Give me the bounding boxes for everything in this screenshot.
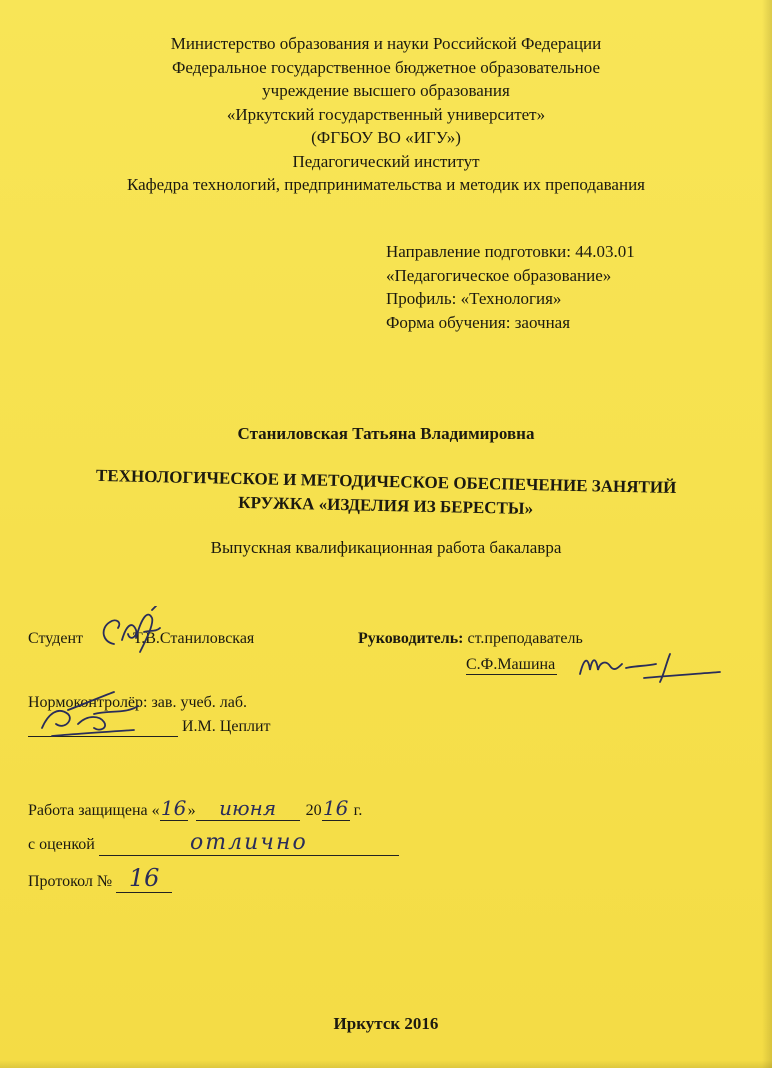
defense-year-suffix: 16 [322,796,349,820]
work-type: Выпускная квалификационная работа бакалавра [210,538,562,557]
defense-year-prefix: 20 [305,802,322,819]
defense-day-field [160,796,188,821]
city-year-footer: Иркутск 2016 [333,1014,439,1033]
student-signature-icon [96,606,166,656]
normcontroller-signature-icon [34,684,154,744]
grade-label: с оценкой [28,836,95,853]
institution-type-line: Федеральное государственное бюджетное образовательное [171,57,601,77]
normcontroller-name: И.М. Цеплит [182,718,271,735]
defense-date-line [28,796,362,821]
ministry-line: Министерство образования и науки Российской Федерации [170,34,602,53]
department-name: Кафедра технологий, предпринимательства и методик их преподавания [127,175,645,194]
thesis-title-line-1: ТЕХНОЛОГИЧЕСКОЕ И МЕТОДИЧЕСКОЕ ОБЕСПЕЧЕНИЕ ЗАНЯТИЙ [95,465,677,498]
protocol-value: 16 [128,864,160,892]
thesis-title [0,462,772,526]
defense-suffix: г. [353,802,363,819]
direction-name: «Педагогическое образование» [386,265,612,285]
supervisor-name-line [466,656,557,675]
supervisor-position: ст.преподаватель [467,630,583,647]
grade-line [28,830,399,856]
protocol-line [28,864,172,893]
defense-day: 16 [160,796,187,820]
university-name: «Иркутский государственный университет» [226,104,546,124]
thesis-title-line-2: КРУЖКА «ИЗДЕЛИЯ ИЗ БЕРЕСТЫ» [238,492,534,519]
grade-value: отлично [190,830,308,855]
supervisor-name: С.Ф.Машина [466,656,556,673]
institute-name: Педагогический институт [292,151,480,171]
institution-type-line-2: учреждение высшего образования [262,81,510,100]
grade-field [99,830,399,856]
defense-month: июня [219,796,277,820]
profile: Профиль: «Технология» [386,289,562,308]
study-form: Форма обучения: заочная [386,312,571,332]
student-label: Студент [28,630,84,647]
supervisor-line [358,630,583,648]
protocol-field [116,864,172,893]
normcontroller-label: Нормоконтролёр: зав. учеб. лаб. [28,694,247,711]
author-name: Станиловская Татьяна Владимировна [237,424,535,443]
supervisor-label: Руководитель: [358,630,464,647]
university-abbr: (ФГБОУ ВО «ИГУ») [311,128,461,147]
study-direction-block [386,240,635,334]
paper-bottom-shadow [0,1060,772,1068]
defense-year-field [322,796,350,821]
supervisor-signature-icon [574,648,724,688]
institution-header [0,32,772,197]
direction-code: Направление подготовки: 44.03.01 [386,242,635,261]
defense-month-field [196,796,300,821]
defense-prefix: Работа защищена « [28,802,160,819]
protocol-label: Протокол № [28,873,113,890]
student-name: Т.В.Станиловская [133,630,255,647]
defense-mid: » [187,802,196,819]
